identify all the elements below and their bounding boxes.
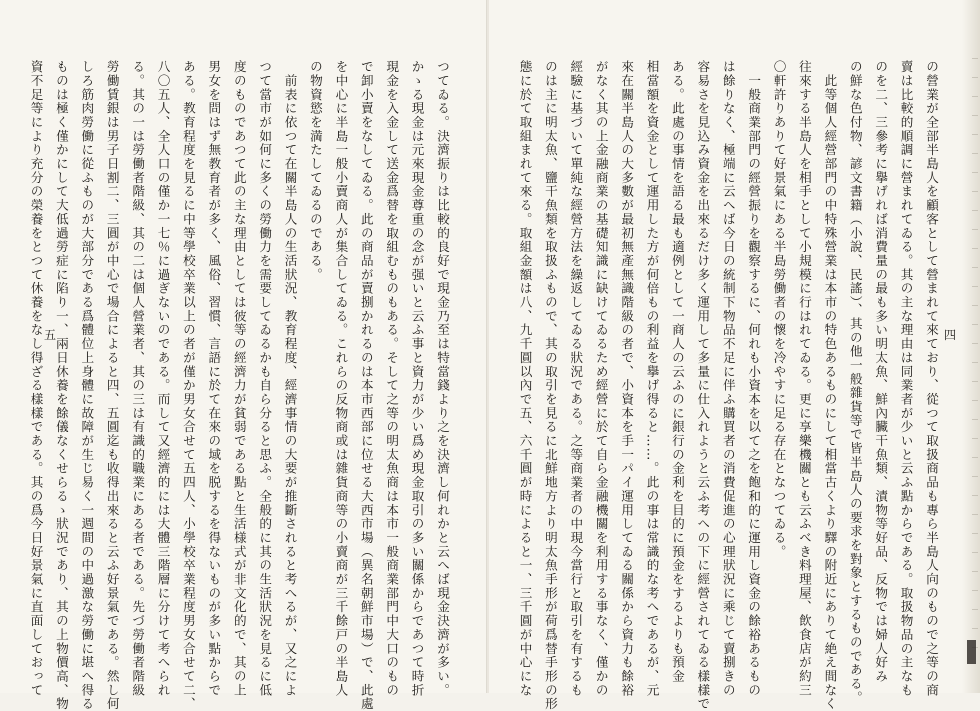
text-column: のを二、三參考に擧げれば消費量の最も多い明太魚、鮮內臟干魚類、漬物等好品、反物では婦人好み [873,60,889,684]
text-column: 現金を入金して送金爲替を取組むものもある。そして之等の明太魚商は本市一般商業部門中大口のもの [384,60,400,698]
text-column: の鮮な色付物、諺文書籍（小說、民謠）、其の他一般雜貨等で皆半島人の要求を對象とするものである。 [847,60,863,705]
text-column: 〇軒許りありて好景氣にある半島勞働者の懷を冷やすに足る存在となつてゐる。 [771,60,787,559]
text-column: る。其の一は勞働者階級、其の二は個人營業者、其の三は有識的職業にある者である。先づ勞働者階級 [130,60,146,698]
page-number: 五 [44,328,57,342]
text-column: 此等個人經營部門の中特殊營業は本市の特色あるものにして相當古くより驛の附近にありて絶え間なく [822,60,838,711]
text-column: ものは極く僅かにして大低過勞症に陷り一、兩日休養を餘儀なくせらるゝ狀況であり、其の上物價高、物 [53,60,69,711]
text-column: 資不足等により充分の榮養をとつて休養をなし得ざる樣樣である。其の爲今日好景氣に直面しておって [28,60,44,698]
text-column: で卸小賣をなしてゐる。此の商品が賣捌かれるのは本市西部に位せる大西市場（異名朝鮮市場）で、此處 [358,60,374,711]
text-column: 來在關半島人の大多數が最初無產無識階級の者で、小資本を手一パイ運用してゐる關係から資力も餘裕 [619,60,635,698]
text-column: ある。此處の事情を語る最も適例として一商人の云ふのに銀行の金利を目的に預金をするよりも預金 [669,60,685,684]
text-column: つて當市が如何に多くの勞働力を需要してゐるかも自ら分ると思ふ。全般的に其の生活狀況を見るに低 [257,60,273,698]
text-column: 經驗に基づいて單純な經營方法を繰返してゐる狀況である。之等商業者の中現今當行と取引を有するも [568,60,584,698]
page-number: 四 [944,328,957,342]
text-column: かゝる現金は元來現金尊重の念が强いと云ふ事と資力が少い爲め現金取引の多い關係からであつて時折 [409,60,425,698]
text-column: 態に於て取組まれて來る。取組金額は八、九千圓以內で五、六千圓が時によると一、三千圓が中心にな [517,60,533,698]
text-column: 男女を問はず無教育者が多く、風俗、習慣、言語に於て在來の域を脱するを得ないものが多い點からで [206,60,222,698]
page-edge-lines [972,40,978,660]
left-page [0,0,487,711]
left-page-text [28,60,455,711]
text-column: 賣は比較的順調に營まれてゐる。其の主な理由は同業者が少いと云ふ點からである。取扱物品の主なも [898,60,914,698]
text-column: は餘りなく、極端に云へば今日の統制下物品不足に伴ふ購買者の消費促進の心理狀況に乘じて賣捌きの [720,60,736,698]
text-column: 八〇五人、全人口の僅か一七％に過ぎないのである。而して又經濟的には大體三階層に分けて考へられ [155,60,171,698]
page-edge-mark [967,640,976,664]
text-column: 勞働賃銀は男子日割二、三圓が中心で場合によると四、五圓迄も收得出來ると云ふ好景氣である。然し何 [104,60,120,711]
text-column: 往來する半島人を相手として小規模に行はれてゐる。更に享樂機關とも云ふべき料理屋、飲食店が約三 [796,60,812,698]
text-column: の營業が全部半島人を顧客として營まれて來ており、從つて取扱商品も專ら半島人向のもので之等の商 [924,60,939,698]
text-column: 容易さを見込み資金を出來るだけ多く運用して多量に仕入れようと云ふ考への下に經營されてゐる樣樣で [695,60,711,711]
text-column: つてゐる。決濟振りは比較的良好で現金乃至は特當錢より之を決濟し何れかと云へば現金決濟が多い。 [435,60,450,698]
right-page-text [517,60,944,711]
text-column: 前表に依つて在關半島人の生活狀況、教育程度、經濟事情の大要が推斷されると考へるが、又之によ [282,60,298,698]
page-edge [962,0,980,693]
text-column: 度のものであつて此の主な理由としては彼等の經濟力が貧弱である點と生活様式が非文化的で、其の上 [231,60,247,698]
right-page [489,0,980,711]
text-column: を中心に半島一般小賣商人が集合してゐる。これらの反物商或は雜貨商等の小賣商が三千餘戸の半島人 [333,60,349,698]
text-column: ある。教育程度を見るに中等學校卒業以上の者が僅か男女合せて五四人、小學校卒業程度男女合せて二、 [180,60,196,711]
text-column: のは主に明太魚、鹽干魚類を取扱ふもので、其の取引を見るに北鮮地方より明太魚手形が荷爲替手形の形 [542,60,558,711]
text-column: がなく其の上金融商業の基礎知識に缺けてゐるため經營に於て自ら金融機關を利用する事なく、僅かの [593,60,609,698]
text-column: の物資慾を満たしてゐるのである。 [307,60,323,282]
text-column: 相當額を資金として運用した方が何倍もの利益を擧げ得ると……。此の事は常識的な考へであるが、元 [644,60,660,698]
text-column: しろ筋肉勞働に從ふものが大部分である爲體位上身體に故障が生じ易く一週間の中過激な勞働に堪へ得る [79,60,95,711]
text-column: 一般商業部門の經營振りを觀察するに、何れも小資本を以て之を飽和的に運用し資金の餘裕あるもの [746,60,762,698]
